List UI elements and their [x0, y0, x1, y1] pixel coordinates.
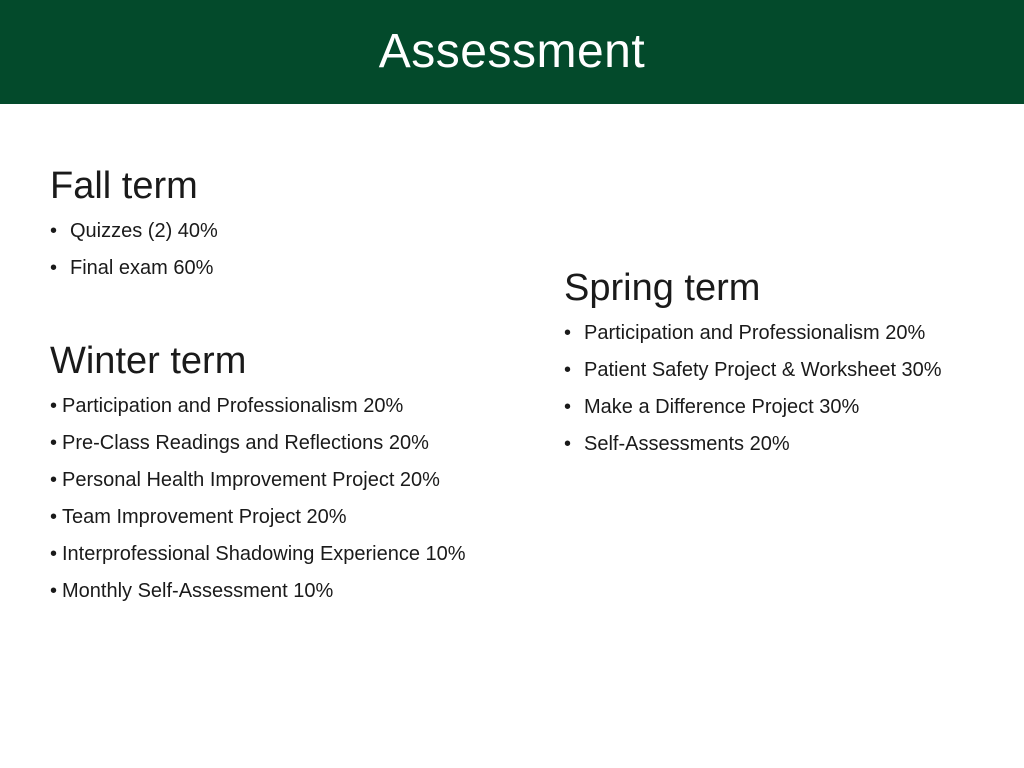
- spring-term-list: [564, 321, 942, 456]
- winter-term-section: [50, 338, 466, 616]
- spring-term-heading: Spring term: [564, 267, 761, 309]
- slide-title: Assessment: [378, 25, 646, 78]
- list-item: • Pre-Class Readings and Reflections 20%: [50, 431, 466, 455]
- list-item: • Participation and Professionalism 20%: [50, 394, 466, 418]
- spring-term-section: [564, 265, 942, 469]
- list-item: • Participation and Professionalism 20%: [564, 321, 942, 345]
- list-item: • Self-Assessments 20%: [564, 432, 942, 456]
- fall-term-section: [50, 163, 218, 293]
- list-item: • Patient Safety Project & Worksheet 30%: [564, 358, 942, 382]
- winter-term-list: [50, 394, 466, 603]
- list-item: • Final exam 60%: [50, 256, 218, 280]
- list-item: • Monthly Self-Assessment 10%: [50, 579, 466, 603]
- list-item: • Personal Health Improvement Project 20%: [50, 468, 466, 492]
- list-item: • Team Improvement Project 20%: [50, 505, 466, 529]
- winter-term-heading: Winter term: [50, 340, 247, 382]
- list-item: • Interprofessional Shadowing Experience 10%: [50, 542, 466, 566]
- fall-term-list: [50, 219, 218, 280]
- list-item: • Quizzes (2) 40%: [50, 219, 218, 243]
- fall-term-heading: Fall term: [50, 165, 198, 207]
- list-item: • Make a Difference Project 30%: [564, 395, 942, 419]
